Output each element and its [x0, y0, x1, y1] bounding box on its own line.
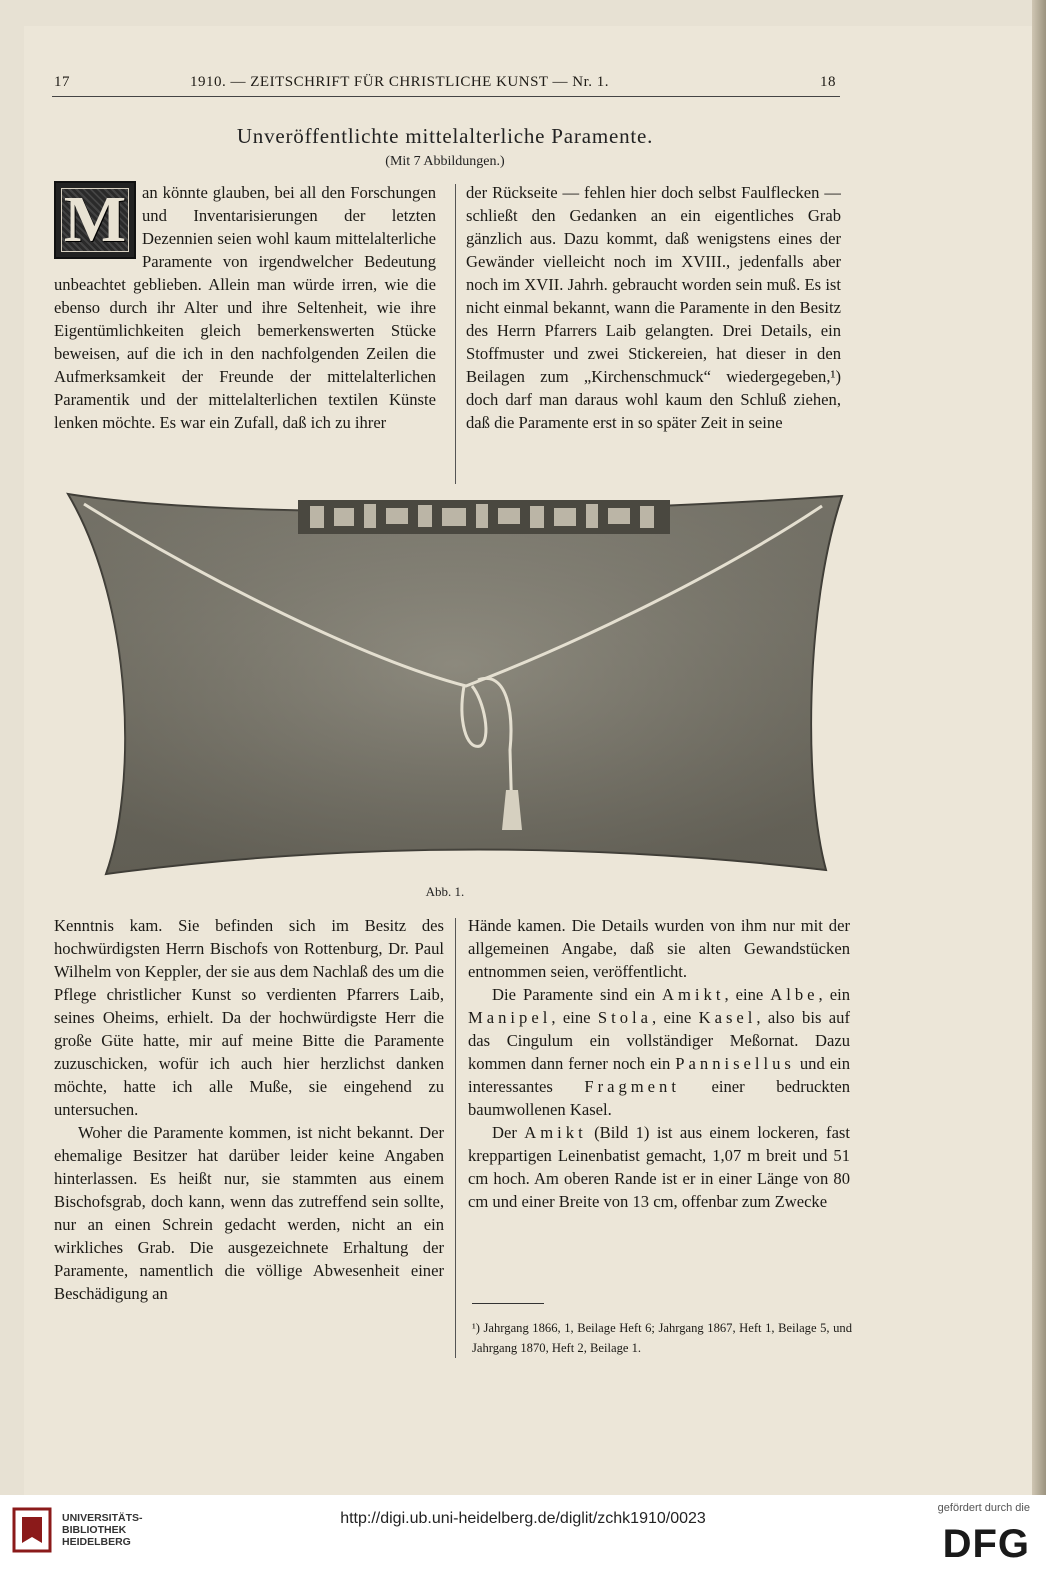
right-column-bottom	[468, 914, 850, 1213]
viewer-footer	[0, 1495, 1046, 1585]
library-name-line1: UNIVERSITÄTS-	[62, 1512, 143, 1524]
left-bottom-paragraph-2: Woher die Paramente kommen, ist nicht bekannt. Der ehemalige Besitzer hat darüber leider keine Angaben hinterlassen. Es heißt nur, sie stammten aus einem Bischofsgrab, doch kann, wenn das zutreffend sein sollte, nur an einen Schrein gedacht werden, nicht an ein wirkliches Grab. Die ausgezeichnete Erhaltung der Paramente, namentlich die völlige Abwesenheit einer Beschädigung an	[54, 1123, 444, 1303]
page-edge	[1032, 0, 1046, 1495]
permalink-url[interactable]: http://digi.ub.uni-heidelberg.de/diglit/zchk1910/0023	[340, 1510, 706, 1527]
term-amikt-2: Amikt	[524, 1123, 587, 1142]
footnote: ¹) Jahrgang 1866, 1, Beilage Heft 6; Jahrgang 1867, Heft 1, Beilage 5, und Jahrgang 1870, Heft 2, Beilage 1.	[472, 1321, 852, 1355]
article-subtitle: (Mit 7 Abbildungen.)	[385, 154, 505, 169]
right-top-paragraph: der Rückseite — fehlen hier doch selbst Faulflecken — schließt den Gedanken an ein eigentliches Grab gänzlich aus. Dazu kommt, daß wenigstens eines der Gewänder vielleicht noch im XVIII., jedenfalls aber noch im XVII. Jahrh. gebraucht worden sein muß. Es ist nicht einmal bekannt, wann die Paramente in den Besitz des Herrn Pfarrers Laib gelangten. Drei Details, ein Stoffmuster und zwei Stickereien, hat dieser in den Beilagen zum „Kirchenschmuck“ wiedergegeben,¹) doch darf man daraus wohl kaum den Schluß ziehen, daß die Paramente erst in so später Zeit in seine	[466, 183, 841, 432]
page-number-right: 18	[820, 74, 836, 90]
dfg-logo[interactable]: DFG	[942, 1522, 1030, 1566]
library-name-line3: HEIDELBERG	[62, 1536, 131, 1548]
right-bottom-paragraph-3: Der Amikt (Bild 1) ist aus einem lockeren, fast kreppartigen Leinenbatist gemacht, 1,07 m breit und 51 cm hoch. Am oberen Rande ist er in einer Länge von 80 cm und einer Breite von 13 cm, offenbar zum Zwecke	[468, 1123, 850, 1211]
library-name-line2: BIBLIOTHEK	[62, 1524, 127, 1536]
term-fragment: Fragment	[584, 1077, 680, 1096]
funding-note: gefördert durch die	[937, 1502, 1030, 1514]
amikt-photo	[66, 490, 846, 880]
right-bottom-paragraph-2: Die Paramente sind ein Amikt, eine Albe, ein Manipel, eine Stola, eine Kasel, also bis auf das Cingulum ein vollständiger Meßornat. Dazu kommen dann ferner noch ein Pannisellus und ein interessantes Fragment einer bedruckten baumwollenen Kasel.	[468, 985, 850, 1119]
column-rule-bottom	[455, 918, 456, 1358]
initial-letter: M	[63, 183, 127, 256]
term-pannisellus: Pannisellus	[675, 1054, 795, 1073]
left-column-bottom	[54, 914, 444, 1305]
figure-caption: Abb. 1.	[425, 884, 465, 899]
term-manipel: Manipel	[468, 1008, 552, 1027]
right-bottom-paragraph-1: Hände kamen. Die Details wurden von ihm nur mit der allgemeinen Angabe, daß sie alten Gewandstücken entnommen seien, veröffentlicht.	[468, 916, 850, 981]
term-kasel: Kasel	[698, 1008, 757, 1027]
article-title: Unveröffentlichte mittelalterliche Paramente.	[236, 124, 654, 148]
footnote-rule	[472, 1303, 544, 1304]
intro-paragraph: an könnte glauben, bei all den Forschungen und Inventarisierungen der letzten Dezennien seien wohl kaum mittelalterliche Paramente von irgendwelcher Bedeutung unbeachtet geblieben. Allein man würde irren, wie die ebenso durch ihr Alter und ihre Seltenheit, wie ihre Eigentümlichkeiten gleich bemerkenswerten Stücke beweisen, auf die ich in den nachfolgenden Zeilen die Aufmerksamkeit der Freunde der mittelalterlichen Paramentik und der mittelalterlichen textilen Künste lenken möchte. Es war ein Zufall, daß ich zu ihrer	[54, 183, 436, 432]
term-stola: Stola	[597, 1008, 653, 1027]
header-rule	[52, 96, 840, 97]
running-title: 1910. — ZEITSCHRIFT FÜR CHRISTLICHE KUNST — Nr. 1.	[190, 74, 610, 90]
left-bottom-paragraph-1: Kenntnis kam. Sie befinden sich im Besitz des hochwürdigsten Herrn Bischofs von Rottenburg, Dr. Paul Wilhelm von Keppler, der sie aus dem Nachlaß des um die Pflege christlicher Kunst so verdienten Pfarrers Laib, seines Oheims, erhielt. Da der hochwürdigste Herr die große Güte hatte, mir auf meine Bitte die Paramente zuzuschicken, wofür ich auch hier herzlichst danken möchte, hatte ich alle Muße, sie eingehend zu untersuchen.	[54, 916, 444, 1119]
column-rule-top	[455, 184, 456, 484]
page-number-left: 17	[54, 74, 70, 90]
left-column-top	[54, 181, 436, 486]
term-amikt: Amikt	[662, 985, 725, 1004]
right-column-top	[466, 181, 841, 486]
term-albe: Albe	[770, 985, 819, 1004]
